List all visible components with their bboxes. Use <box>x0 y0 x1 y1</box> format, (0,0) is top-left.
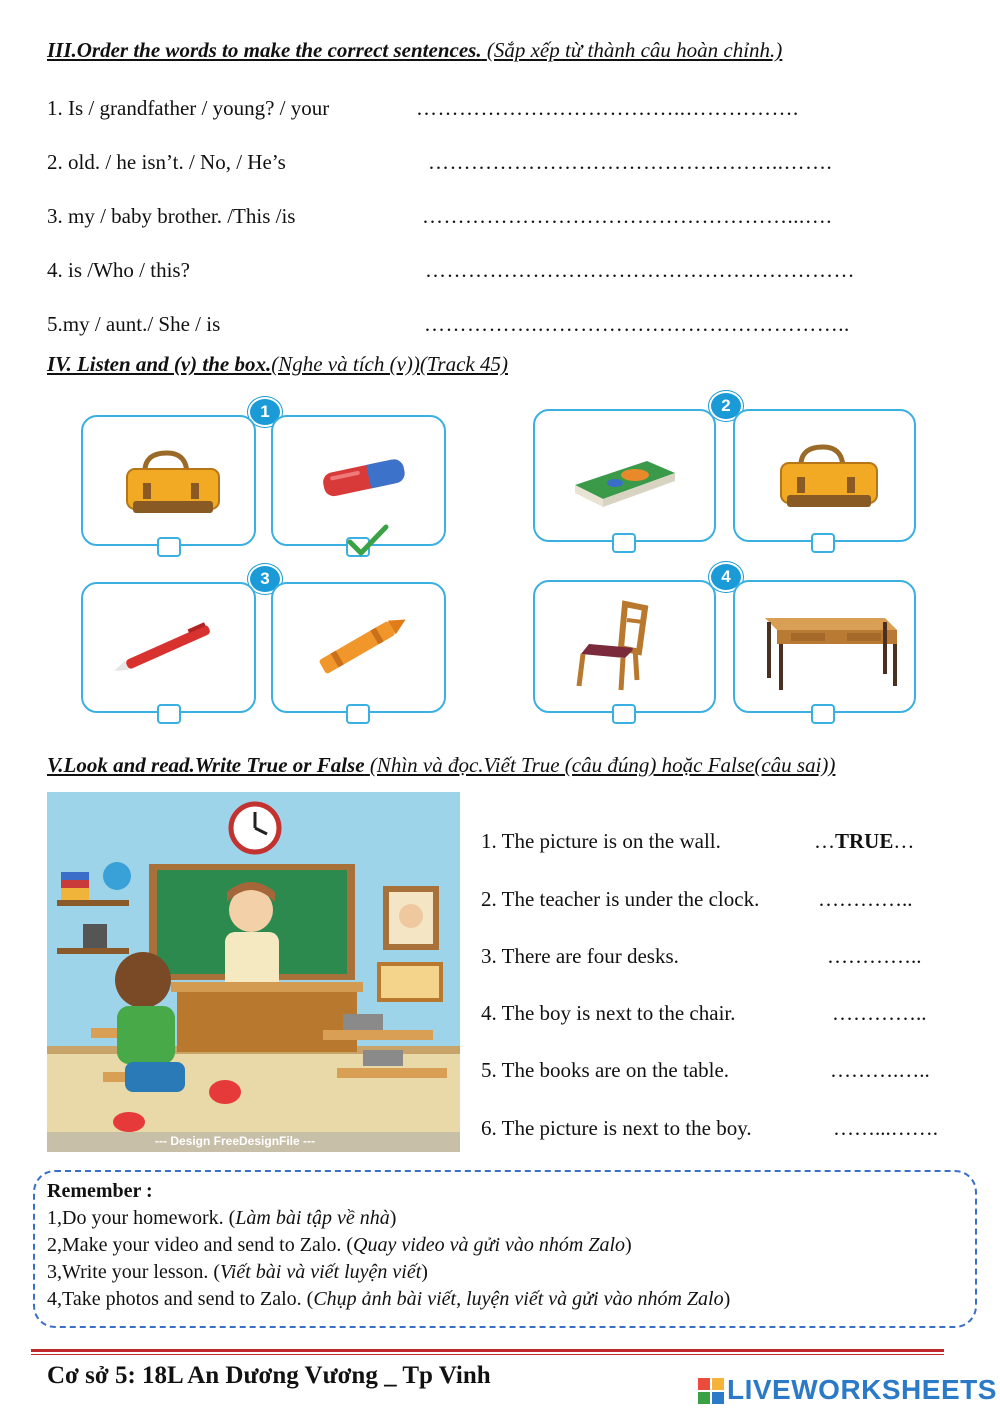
footer-rule-thin <box>31 1354 944 1355</box>
tf-answer-3[interactable]: ………….. <box>827 944 922 968</box>
tf-answer-2[interactable]: ………….. <box>818 887 913 911</box>
checkbox-2-book[interactable] <box>612 533 636 553</box>
group-number-4: 4 <box>709 562 743 592</box>
order-item-3: 3. my / baby brother. /This /is <box>47 204 296 228</box>
picture-card-chair <box>533 580 716 713</box>
picture-card-book <box>533 409 716 542</box>
school-address: Cơ sở 5: 18L An Dương Vương _ Tp Vinh <box>47 1362 491 1389</box>
picture-card-crayon <box>271 582 446 713</box>
checkbox-4-chair[interactable] <box>612 704 636 724</box>
tf-statement-5: 5. The books are on the table. <box>481 1058 730 1082</box>
check-mark-icon <box>344 522 390 560</box>
remember-title: Remember : <box>47 1180 153 1202</box>
liveworksheets-logo-icon <box>698 1378 724 1404</box>
desk-icon <box>735 582 913 710</box>
footer-rule <box>31 1349 944 1352</box>
order-item-4: 4. is /Who / this? <box>47 258 190 282</box>
remember-item-2: 2,Make your video and send to Zalo. (Quay video và gửi vào nhóm Zalo) <box>47 1234 632 1256</box>
tf-statement-3: 3. There are four desks. <box>481 944 679 968</box>
tf-answer-6[interactable]: ……...……. <box>833 1116 938 1140</box>
crayon-icon <box>273 584 443 710</box>
tf-statement-2: 2. The teacher is under the clock. <box>481 887 760 911</box>
tf-statement-1: 1. The picture is on the wall. <box>481 829 721 853</box>
tf-answer-1[interactable]: …TRUE… <box>814 829 915 853</box>
picture-card-pen <box>81 582 256 713</box>
checkbox-1-school-bag[interactable] <box>157 537 181 557</box>
order-item-2: 2. old. / he isn’t. / No, / He’s <box>47 150 286 174</box>
school-bag-icon <box>83 417 253 543</box>
remember-item-4: 4,Take photos and send to Zalo. (Chụp ảnh bài viết, luyện viết và gửi vào nhóm Zalo) <box>47 1288 731 1310</box>
tf-statement-6: 6. The picture is next to the boy. <box>481 1116 752 1140</box>
group-number-3: 3 <box>248 564 282 594</box>
answer-line-3[interactable]: ……………………………………………...…. <box>422 204 832 228</box>
picture-credit: --- Design FreeDesignFile --- <box>155 1134 316 1148</box>
answer-line-1[interactable]: ………………………………..……………. <box>416 96 799 120</box>
school-bag-icon <box>735 411 913 539</box>
liveworksheets-logo[interactable]: LIVEWORKSHEETS <box>727 1374 997 1405</box>
checkbox-2-school-bag[interactable] <box>811 533 835 553</box>
book-icon <box>535 411 713 539</box>
tf-answer-4[interactable]: ………….. <box>832 1001 927 1025</box>
chair-icon <box>535 582 713 710</box>
picture-card-school-bag <box>81 415 256 546</box>
answer-line-5[interactable]: …………….…………………………………….. <box>424 312 850 336</box>
pen-icon <box>83 584 253 710</box>
order-item-1: 1. Is / grandfather / young? / your <box>47 96 330 120</box>
tf-statement-4: 4. The boy is next to the chair. <box>481 1001 736 1025</box>
group-number-2: 2 <box>709 391 743 421</box>
order-item-5: 5.my / aunt./ She / is <box>47 312 221 336</box>
checkbox-4-desk[interactable] <box>811 704 835 724</box>
picture-card-school-bag-2 <box>733 409 916 542</box>
section4-heading: IV. Listen and (v) the box.(Nghe và tích (v))(Track 45) <box>47 352 508 376</box>
checkbox-3-crayon[interactable] <box>346 704 370 724</box>
group-number-1: 1 <box>248 397 282 427</box>
remember-item-3: 3,Write your lesson. (Viết bài và viết luyện viết) <box>47 1261 428 1283</box>
answer-line-2[interactable]: …………………………………………..……. <box>428 150 833 174</box>
answer-line-4[interactable]: …………………………………………………… <box>425 258 855 282</box>
picture-card-desk <box>733 580 916 713</box>
section5-heading: V.Look and read.Write True or False (Nhìn và đọc.Viết True (câu đúng) hoặc False(câu sai)) <box>47 753 836 777</box>
classroom-picture <box>47 792 460 1152</box>
tf-answer-5[interactable]: ……….….. <box>830 1058 930 1082</box>
remember-item-1: 1,Do your homework. (Làm bài tập về nhà) <box>47 1207 397 1229</box>
section3-heading: III.Order the words to make the correct sentences. (Sắp xếp từ thành câu hoàn chỉnh.) <box>47 38 783 62</box>
checkbox-3-pen[interactable] <box>157 704 181 724</box>
